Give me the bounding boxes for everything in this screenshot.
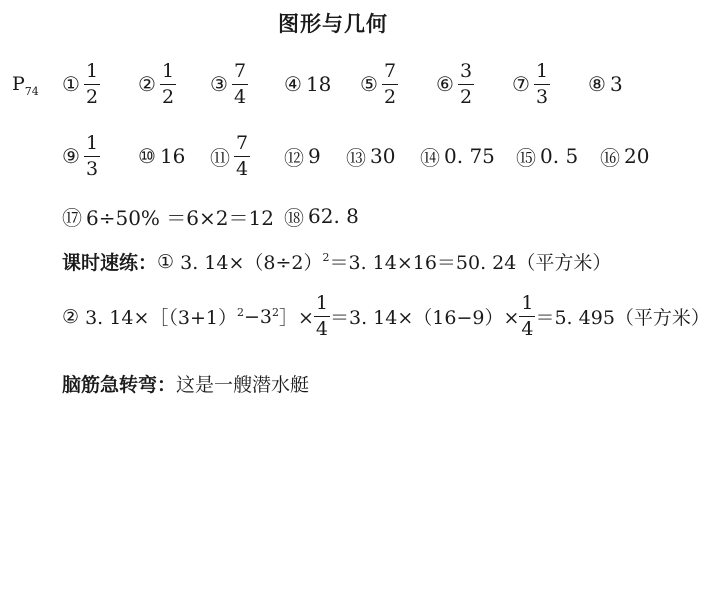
fraction-numerator: 7 [236, 131, 249, 154]
answer-number: ① [62, 72, 80, 96]
practice-2-number: ② [62, 305, 80, 328]
page-number: 74 [24, 84, 39, 98]
answer-number: ⑤ [360, 72, 378, 96]
answer-number: ⑯ [600, 145, 620, 170]
answer-number: ⑱ [284, 205, 304, 230]
fraction-numerator: 3 [459, 59, 473, 82]
answer-value: 3 [609, 72, 623, 96]
answer-value: 30 [370, 144, 396, 168]
fraction-numerator: 1 [315, 292, 328, 314]
practice-line-2 [62, 294, 710, 339]
fraction-denominator: 4 [233, 85, 247, 108]
answer-value: 16 [159, 144, 186, 168]
answer-number: ⑫ [284, 145, 304, 170]
answer-item [62, 128, 100, 184]
answer-fraction [232, 59, 248, 108]
practice-2-expr-d: ＝3. 14×（16−9）× [330, 307, 520, 329]
answer-fraction [84, 131, 100, 180]
fraction-denominator: 4 [236, 157, 249, 180]
answer-item [62, 188, 274, 244]
answer-item [588, 56, 623, 112]
answer-item [516, 128, 578, 184]
answer-fraction [160, 59, 176, 108]
riddle-line [62, 370, 309, 397]
practice-label: 课时速练： [62, 252, 158, 274]
practice-2-expr-a: 3. 14×［（3+1） [85, 307, 237, 329]
riddle-label: 脑筋急转弯： [62, 374, 177, 396]
answer-value: 6÷50% ＝6×2＝12 [86, 205, 274, 230]
answer-value: 0. 75 [444, 144, 495, 168]
answer-value: 20 [624, 144, 650, 168]
answer-item [210, 56, 248, 112]
answer-number: ⑰ [62, 205, 82, 230]
practice-2-fraction-1 [314, 294, 330, 339]
fraction-denominator: 3 [85, 157, 99, 180]
answer-item [420, 128, 495, 184]
answer-item [138, 56, 176, 112]
fraction-numerator: 1 [85, 131, 99, 154]
answer-value: 62. 8 [308, 204, 359, 228]
answer-number: ⑩ [138, 144, 156, 168]
fraction-numerator: 1 [535, 59, 549, 82]
fraction-numerator: 1 [161, 59, 175, 82]
fraction-denominator: 2 [85, 85, 99, 108]
fraction-numerator: 7 [233, 59, 247, 82]
practice-2-expr-b: −3 [243, 305, 272, 328]
fraction-denominator: 3 [535, 85, 549, 108]
answer-number: ⑦ [512, 72, 530, 96]
answer-fraction [458, 59, 474, 108]
answer-item [138, 128, 185, 184]
riddle-answer: 这是一艘潜水艇 [176, 374, 310, 396]
fraction-denominator: 2 [459, 85, 473, 108]
answer-number: ④ [284, 72, 302, 96]
answer-fraction [84, 59, 100, 108]
answer-value: 0. 5 [540, 144, 579, 168]
practice-1-expr-a: 3. 14×（8÷2） [180, 252, 323, 274]
fraction-numerator: 1 [85, 59, 99, 82]
practice-1-exponent: 2 [322, 251, 330, 264]
answer-value: 9 [308, 144, 321, 168]
page-title: 图形与几何 [278, 12, 388, 36]
answer-number: ⑥ [436, 72, 454, 96]
practice-1-number: ① [157, 250, 175, 273]
answer-number: ⑭ [420, 145, 440, 170]
fraction-denominator: 4 [521, 318, 534, 340]
answer-number: ⑬ [346, 145, 366, 170]
practice-line-1 [62, 248, 611, 275]
answer-number: ③ [210, 72, 228, 96]
answer-number: ⑧ [588, 72, 606, 96]
practice-2-exponent-1: 2 [236, 306, 244, 319]
answer-item [360, 56, 398, 112]
practice-1-expr-b: ＝3. 14×16＝50. 24（平方米） [329, 252, 612, 274]
practice-2-fraction-2 [519, 294, 535, 339]
practice-2-exponent-2: 2 [271, 306, 279, 319]
answer-fraction [382, 59, 398, 108]
practice-2-expr-e: ＝5. 495（平方米） [535, 307, 710, 329]
answer-item [62, 56, 100, 112]
answer-item [210, 128, 250, 184]
answer-item [512, 56, 550, 112]
answer-number: ⑪ [210, 145, 230, 170]
fraction-numerator: 7 [383, 59, 397, 82]
page-label [12, 73, 39, 98]
answer-item [284, 128, 321, 184]
fraction-denominator: 2 [383, 85, 397, 108]
fraction-numerator: 1 [521, 292, 534, 314]
fraction-denominator: 2 [161, 85, 175, 108]
answer-number: ② [138, 72, 156, 96]
page-letter: P [12, 73, 25, 95]
answer-number: ⑨ [62, 144, 80, 168]
answer-fraction [234, 131, 250, 180]
answer-item [346, 128, 395, 184]
practice-2-expr-c: ］× [278, 307, 314, 329]
fraction-denominator: 4 [315, 318, 328, 340]
answer-fraction [534, 59, 550, 108]
answer-item [284, 188, 359, 244]
answer-item [600, 128, 649, 184]
answer-item [436, 56, 474, 112]
answer-number: ⑮ [516, 145, 536, 170]
answer-item [284, 56, 331, 112]
answer-value: 18 [305, 72, 332, 96]
